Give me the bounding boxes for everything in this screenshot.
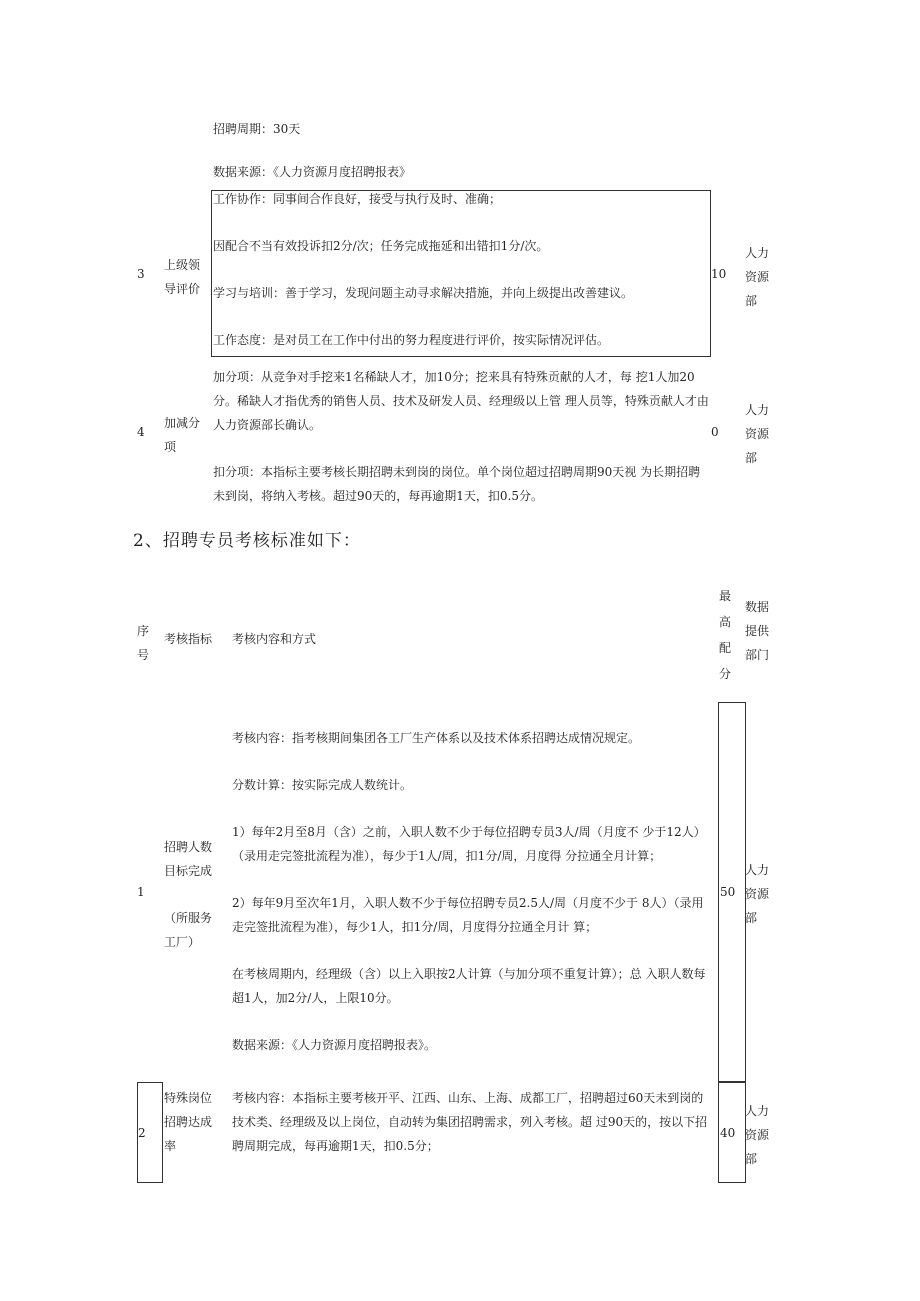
t1-row4-bonus: 加分项：从竞争对手挖来1名稀缺人才，加10分；挖来具有特殊贡献的人才，每 挖1人加20分。稀缺人才指优秀的销售人员、技术及研发人员、经理级以上管 理人员等，特殊贡献人才由人力资源部长确认。 xyxy=(213,370,709,432)
t1-row3-line4: 工作态度：是对员工在工作中付出的努力程度进行评价，按实际情况评估。 xyxy=(213,333,610,347)
t1-row4-deduction: 扣分项：本指标主要考核长期招聘未到岗的岗位。单个岗位超过招聘周期90天视 为长期招聘未到岗，将纳入考核。超过90天的，每再逾期1天，扣0.5分。 xyxy=(213,465,701,503)
t1-row4-dept: 人力资源部 xyxy=(745,403,770,465)
t1-row3-line3: 学习与培训：善于学习，发现问题主动寻求解决措施，并向上级提出改善建议。 xyxy=(213,286,634,300)
t1-row3-score: 10 xyxy=(711,267,727,281)
t2-row2-content xyxy=(232,1086,714,1158)
t2-row1-content xyxy=(232,726,714,1057)
t1-row4-content xyxy=(213,365,709,508)
t1-row3-line1: 工作协作：同事间合作良好，接受与执行及时、准确； xyxy=(213,192,502,206)
data-source-line: 数据来源：《人力资源月度招聘报表》 xyxy=(213,165,412,179)
t1-row4-indicator: 加减分项 xyxy=(164,416,201,454)
t2-header-no: 序号 xyxy=(137,624,150,662)
t2-header-content: 考核内容和方式 xyxy=(232,632,317,646)
section-title: 2、招聘专员考核标准如下： xyxy=(133,531,361,551)
t2-row1-score: 50 xyxy=(720,885,736,899)
t2-row1-line1: 考核内容：指考核期间集团各工厂生产体系以及技术体系招聘达成情况规定。 xyxy=(232,731,641,745)
t2-row1-indicator-note: （所服务工厂） xyxy=(164,911,213,949)
t2-row1-line4: 2）每年9月至次年1月，入职人数不少于每位招聘专员2.5人/周（月度不少于 8人）（录用走完签批流程为准），每少1人，扣1分/周，月度得分拉通全月计 算； xyxy=(232,896,704,934)
t1-row4-score: 0 xyxy=(711,425,719,439)
t1-row4-no: 4 xyxy=(137,425,145,439)
t2-row1-dept: 人力资源部 xyxy=(745,863,770,925)
t2-row1-no: 1 xyxy=(137,885,145,899)
t2-header-dept: 数据提供部门 xyxy=(745,600,770,662)
recruit-period-line: 招聘周期：30天 xyxy=(213,122,301,136)
t2-row1-line2: 分数计算：按实际完成人数统计。 xyxy=(232,778,413,792)
t1-row3-line2: 因配合不当有效投诉扣2分/次；任务完成拖延和出错扣1分/次。 xyxy=(213,239,549,253)
t2-header-indicator: 考核指标 xyxy=(164,632,213,646)
t2-row2-no: 2 xyxy=(138,1126,146,1140)
t2-row2-dept: 人力资源部 xyxy=(745,1104,770,1166)
t1-row3-no: 3 xyxy=(137,267,145,281)
t2-row2-line1: 考核内容：本指标主要考核开平、江西、山东、上海、成都工厂，招聘超过60天未到岗的技术类、经理级及以上岗位，自动转为集团招聘需求，列入考核。超 过90天的，按以下招聘周期完成，每再逾期1天，扣0.5分； xyxy=(232,1091,708,1153)
t1-row3-indicator: 上级领导评价 xyxy=(164,258,201,296)
t2-row1-line6: 数据来源：《人力资源月度招聘报表》。 xyxy=(232,1038,437,1052)
t2-row1-line5: 在考核周期内，经理级（含）以上入职按2人计算（与加分项不重复计算）；总 入职人数每超1人，加2分/人，上限10分。 xyxy=(232,967,706,1005)
t1-row3-dept: 人力资源部 xyxy=(745,246,770,308)
t2-header-score: 最高配分 xyxy=(719,589,732,681)
t2-row1-line3: 1）每年2月至8月（含）之前，入职人数不少于每位招聘专员3人/周（月度不 少于12人）（录用走完签批流程为准），每少于1人/周，扣1分/周，月度得 分拉通全月计算； xyxy=(232,825,706,863)
t1-row3-content xyxy=(213,187,709,352)
t2-row2-indicator: 特殊岗位招聘达成率 xyxy=(164,1091,213,1153)
t2-row1-indicator: 招聘人数目标完成 xyxy=(164,840,213,878)
t2-row2-score: 40 xyxy=(720,1126,736,1140)
